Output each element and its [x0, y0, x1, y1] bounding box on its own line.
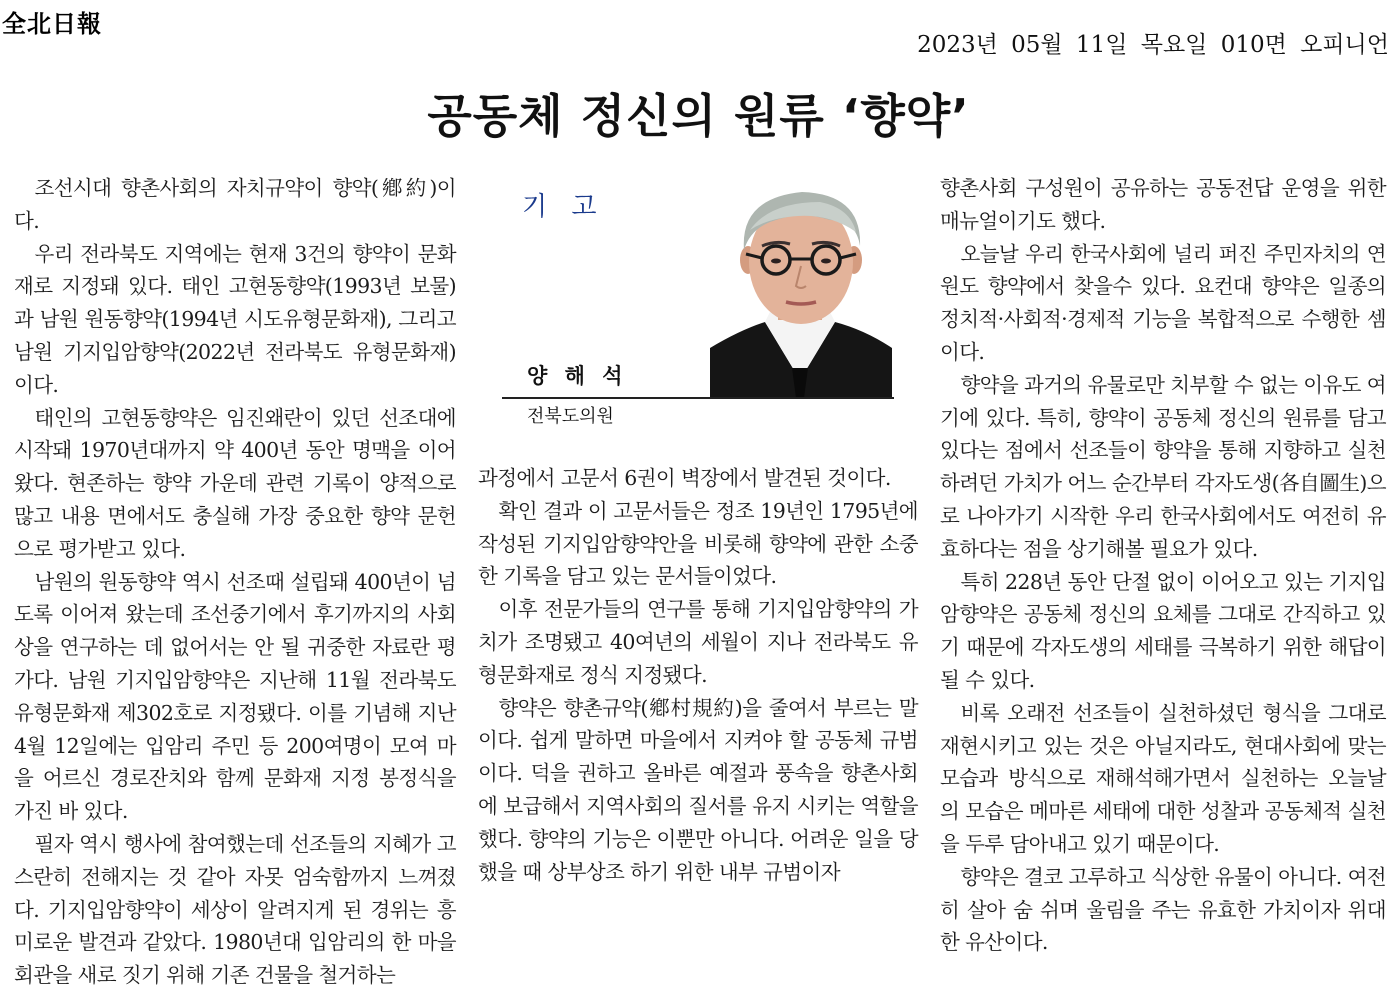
paragraph: 비록 오래전 선조들이 실천하셨던 형식을 그대로 재현시키고 있는 것은 아닐지라도, 현대사회에 맞는 모습과 방식으로 재해석해가면서 실천하는 오늘날의 모습은 메마른 세태에 대한 성찰과 공동체적 실천을 두루 담아내고 있기 때문이다. [940, 700, 1386, 856]
paragraph: 향약을 과거의 유물로만 치부할 수 없는 이유도 여기에 있다. 특히, 향약이 공동체 정신의 원류를 담고 있다는 점에서 선조들이 향약을 통해 지향하고 실천하려던 가치가 어느 순간부터 각자도생(各自圖生)으로 나아가기 시작한 우리 한국사회에서도 여전히 유효하다는 점을 상기해볼 필요가 있다. [940, 372, 1386, 561]
author-divider [502, 397, 894, 399]
paragraph: 태인의 고현동향약은 임진왜란이 있던 선조대에 시작돼 1970년대까지 약 400년 동안 명맥을 이어왔다. 현존하는 향약 가운데 관련 기록이 양적으로 많고 내용 면에서도 충실해 가장 중요한 향약 문헌으로 평가받고 있다. [14, 405, 456, 561]
paragraph: 향약은 결코 고루하고 식상한 유물이 아니다. 여전히 살아 숨 쉬며 울림을 주는 유효한 가치이자 위대한 유산이다. [940, 864, 1386, 955]
paragraph: 오늘날 우리 한국사회에 널리 퍼진 주민자치의 연원도 향약에서 찾을수 있다. 요컨대 향약은 일종의 정치적·사회적·경제적 기능을 복합적으로 수행한 셈이다. [940, 241, 1386, 364]
dateline: 2023년 05월 11일 목요일 010면 오피니언 [917, 32, 1389, 58]
section-label: 기 고 [522, 192, 605, 222]
paragraph: 남원의 원동향약 역시 선조때 설립돼 400년이 넘도록 이어져 왔는데 조선중기에서 후기까지의 사회상을 연구하는 데 없어서는 안 될 귀중한 자료란 평가다. 남원 기지입암향약은 지난해 11월 전라북도 유형문화재 제302호로 지정됐다. 이를 기념해 지난 4월 12일에는 입암리 주민 등 200여명이 모여 마을 어르신 경로잔치와 함께 문화재 지정 봉정식을 가진 바 있다. [14, 569, 456, 824]
article-column-2 [478, 462, 918, 888]
author-title: 전북도의원 [527, 406, 614, 427]
article-column-3 [940, 172, 1386, 959]
paragraph: 특히 228년 동안 단절 없이 이어오고 있는 기지입암향약은 공동체 정신의 요체를 그대로 간직하고 있기 때문에 각자도생의 세태를 극복하기 위한 해답이 될 수 있다. [940, 569, 1386, 692]
paragraph: 확인 결과 이 고문서들은 정조 19년인 1795년에 작성된 기지입암향약안을 비롯해 향약에 관한 소중한 기록을 담고 있는 문서들이었다. [478, 498, 918, 589]
article-headline: 공동체 정신의 원류 ‘향약’ [427, 89, 970, 143]
paragraph: 필자 역시 행사에 참여했는데 선조들의 지혜가 고스란히 전해지는 것 같아 자못 엄숙함까지 느껴졌다. 기지입암향약이 세상이 알려지게 된 경위는 흥미로운 발견과 같았다. 1980년대 입암리의 한 마을회관을 새로 짓기 위해 기존 건물을 철거하는 [14, 831, 456, 988]
paragraph: 이후 전문가들의 연구를 통해 기지입암향약의 가치가 조명됐고 40여년의 세월이 지나 전라북도 유형문화재로 정식 지정됐다. [478, 597, 918, 687]
paragraph: 향약은 향촌규약(鄕村規約)을 줄여서 부르는 말이다. 쉽게 말하면 마을에서 지켜야 할 공동체 규범이다. 덕을 권하고 올바른 예절과 풍속을 향촌사회에 보급해서 지역사회의 질서를 유지 시키는 역할을 했다. 향약의 기능은 이뿐만 아니다. 어려운 일을 당했을 때 상부상조 하기 위한 내부 규범이자 [478, 695, 918, 884]
author-name: 양 해 석 [527, 364, 628, 388]
portrait-icon [710, 180, 892, 398]
paragraph: 과정에서 고문서 6권이 벽장에서 발견된 것이다. [478, 466, 891, 490]
newspaper-logo: 全北日報 [2, 10, 102, 38]
author-photo [710, 180, 892, 398]
article-column-1 [14, 172, 456, 992]
paragraph: 조선시대 향촌사회의 자치규약이 향약(鄕約)이다. [14, 176, 456, 233]
paragraph: 우리 전라북도 지역에는 현재 3건의 향약이 문화재로 지정돼 있다. 태인 고현동향약(1993년 보물)과 남원 원동향약(1994년 시도유형문화재), 그리고 남원 기지입암향약(2022년 전라북도 유형문화재)이다. [14, 241, 456, 397]
paragraph: 향촌사회 구성원이 공유하는 공동전답 운영을 위한 매뉴얼이기도 했다. [940, 176, 1386, 233]
